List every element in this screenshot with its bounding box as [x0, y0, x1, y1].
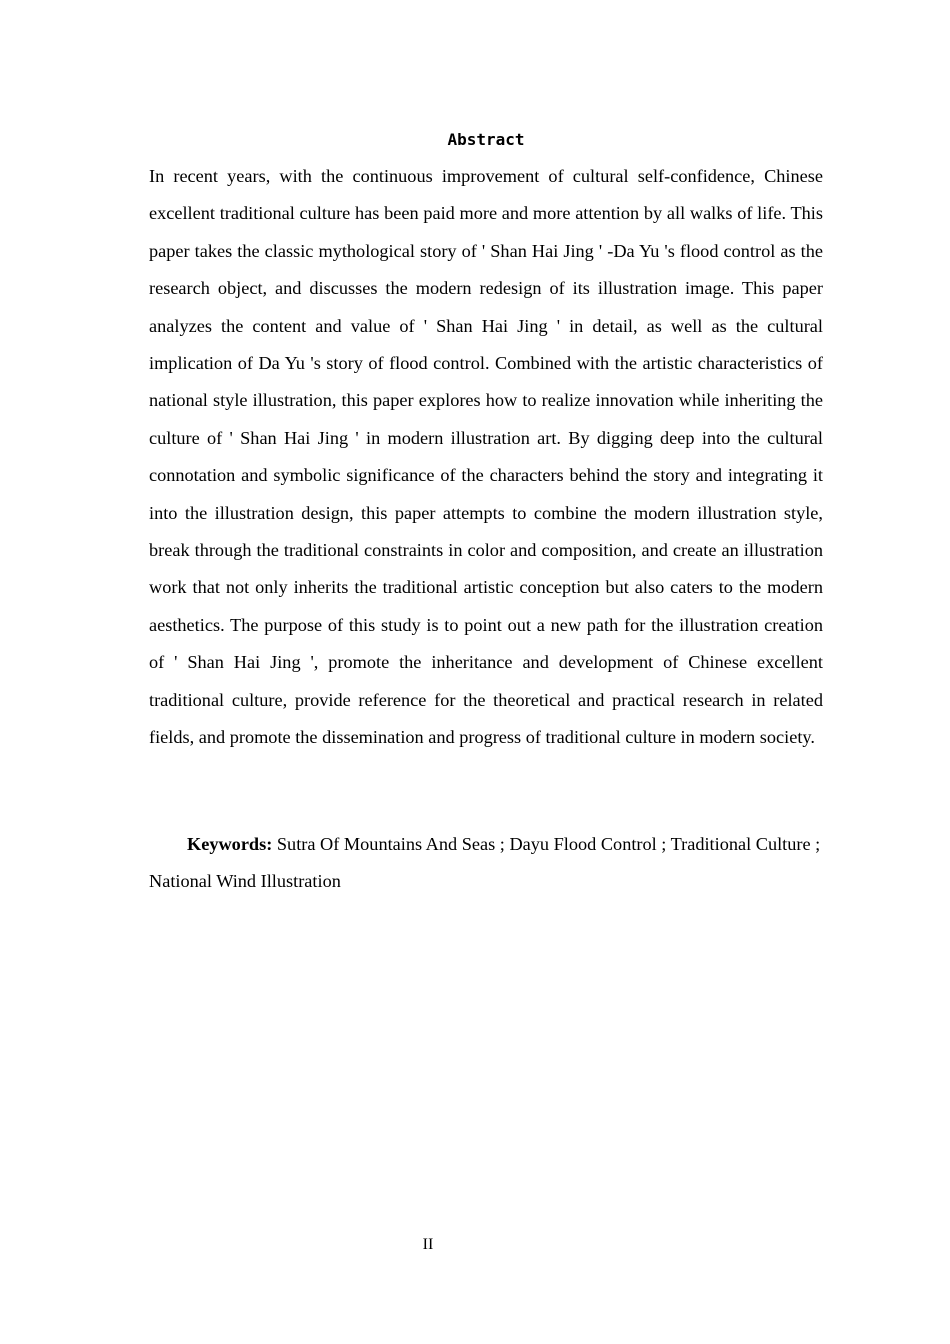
- keywords-label: Keywords:: [187, 834, 273, 854]
- keywords-list: Sutra Of Mountains And Seas ; Dayu Flood Control ; Traditional Culture ; National Wind Illustration: [149, 834, 821, 892]
- abstract-paragraph: In recent years, with the continuous improvement of cultural self-confidence, Chinese excellent traditional culture has been paid more and more attention by all walks of life. This paper takes the classic mythological story of ' Shan Hai Jing ' -Da Yu 's flood control as the research object, and discusses the modern redesign of its illustration image. This paper analyzes the content and value of ' Shan Hai Jing ' in detail, as well as the cultural implication of Da Yu 's story of flood control. Combined with the artistic characteristics of national style illustration, this paper explores how to realize innovation while inheriting the culture of ' Shan Hai Jing ' in modern illustration art. By digging deep into the cultural connotation and symbolic significance of the characters behind the story and integrating it into the illustration design, this paper attempts to combine the modern illustration style, break through the traditional constraints in color and composition, and create an illustration work that not only inherits the traditional artistic conception but also caters to the modern aesthetics. The purpose of this study is to point out a new path for the illustration creation of ' Shan Hai Jing ', promote the inheritance and development of Chinese excellent traditional culture, provide reference for the theoretical and practical research in related fields, and promote the dissemination and progress of traditional culture in modern society.: [149, 166, 823, 748]
- keywords-paragraph: [149, 826, 823, 901]
- page-number: II: [422, 1236, 434, 1253]
- abstract-heading: Abstract: [447, 130, 525, 149]
